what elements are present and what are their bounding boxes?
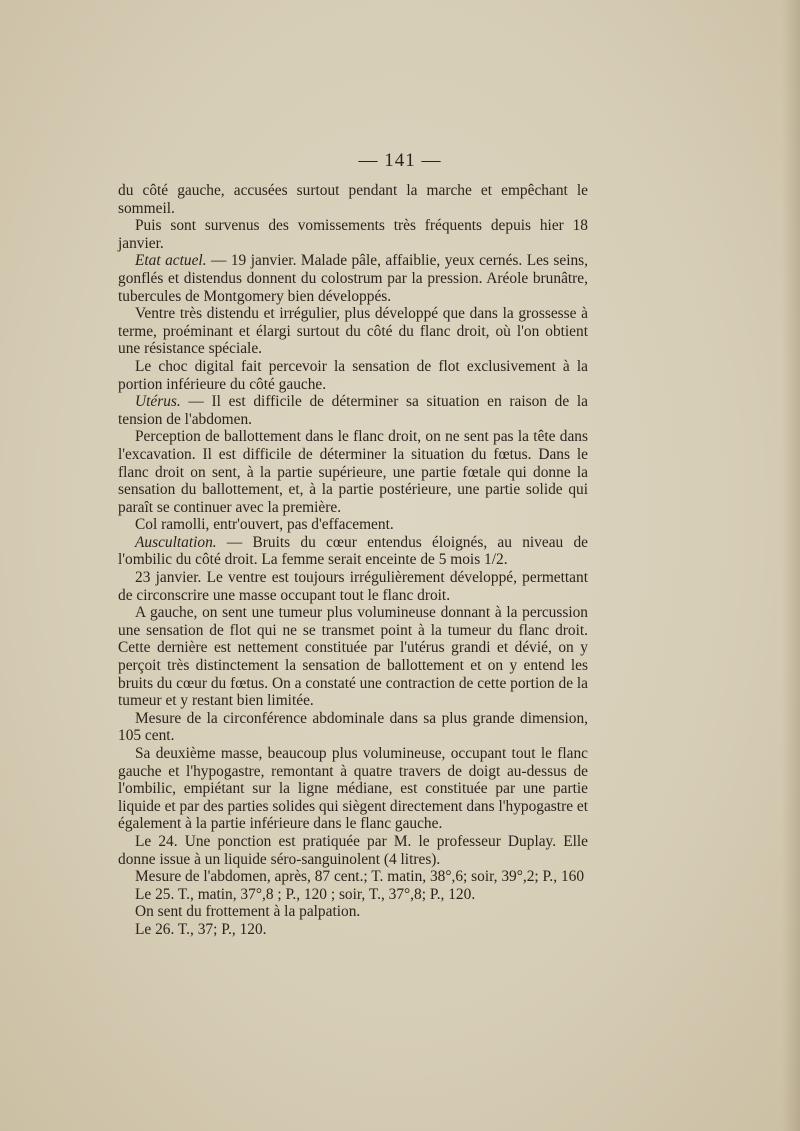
paragraph-lead: Etat actuel. — [135, 252, 207, 270]
paragraph-text: A gauche, on sent une tumeur plus volumineuse donnant à la percussion une sensation de flot qui ne se transmet point à la tumeur du flanc droit. Cette dernière est nettement constituée par l'utérus grandi et dévié, on y perçoit très distinctement la sensation de ballottement et on y entend les bruits du cœur du fœtus. On a constaté une contraction de cette portion de la tumeur et y restant bien limitée. — [118, 604, 588, 710]
paragraph — [118, 886, 588, 904]
paragraph-text: — Il est difficile de déterminer sa situation en raison de la tension de l'abdomen. — [118, 393, 588, 428]
paragraph — [118, 569, 588, 604]
paragraph — [118, 921, 588, 939]
paragraph-lead: Auscultation. — [135, 533, 217, 551]
paragraph-text: Puis sont survenus des vomissements très fréquents depuis hier 18 janvier. — [118, 217, 588, 252]
paragraph-text: Perception de ballottement dans le flanc droit, on ne sent pas la tête dans l'excavation. Il est difficile de déterminer la situation du fœtus. Dans le flanc droit on sent, à la partie supérieure, une partie fœtale qui donne la sensation du ballottement, et, à la partie postérieure, une partie solide qui paraît se continuer avec la première. — [118, 428, 588, 516]
paragraph-lead: Utérus. — [135, 393, 181, 411]
paragraph-text: — 19 janvier. Malade pâle, affaiblie, yeux cernés. Les seins, gonflés et distendus donnent du colostrum par la pression. Aréole brunâtre, tubercules de Montgomery bien développés. — [118, 252, 588, 305]
paragraph — [118, 710, 588, 745]
page-number: — 141 — — [358, 150, 442, 171]
paragraph — [118, 305, 588, 358]
text-body — [118, 182, 588, 939]
paragraph — [118, 252, 588, 305]
paragraph — [118, 833, 588, 868]
paragraph — [118, 534, 588, 569]
paragraph — [118, 868, 588, 886]
paragraph-text: du côté gauche, accusées surtout pendant la marche et empêchant le sommeil. — [118, 182, 588, 217]
paragraph — [118, 903, 588, 921]
paragraph-text: Mesure de la circonférence abdominale dans sa plus grande dimension, 105 cent. — [118, 709, 588, 745]
paragraph — [118, 516, 588, 534]
paragraph-text: — Bruits du cœur entendus éloignés, au niveau de l'ombilic du côté droit. La femme serait enceinte de 5 mois 1/2. — [118, 533, 588, 569]
paragraph — [118, 182, 588, 217]
paragraph — [118, 217, 588, 252]
paragraph-text: Col ramolli, entr'ouvert, pas d'effacement. — [135, 516, 394, 534]
paragraph-text: 23 janvier. Le ventre est toujours irrégulièrement développé, permettant de circonscrire une masse occupant tout le flanc droit. — [118, 569, 588, 604]
paragraph-text: Le 26. T., 37; P., 120. — [135, 920, 267, 938]
paragraph-text: Le choc digital fait percevoir la sensation de flot exclusivement à la portion inférieure du côté gauche. — [118, 357, 588, 393]
paragraph-text: On sent du frottement à la palpation. — [135, 903, 361, 921]
paragraph — [118, 745, 588, 833]
paragraph-text: Le 25. T., matin, 37°,8 ; P., 120 ; soir, T., 37°,8; P., 120. — [135, 885, 476, 903]
paragraph-text: Ventre très distendu et irrégulier, plus développé que dans la grossesse à terme, proéminant et élargi surtout du côté du flanc droit, où l'on obtient une résistance spéciale. — [118, 305, 588, 358]
paragraph — [118, 393, 588, 428]
paragraph — [118, 358, 588, 393]
paragraph-text: Mesure de l'abdomen, après, 87 cent.; T. matin, 38°,6; soir, 39°,2; P., 160 — [135, 868, 585, 886]
paragraph-text: Sa deuxième masse, beaucoup plus volumineuse, occupant tout le flanc gauche et l'hypogastre, remontant à quatre travers de doigt au-dessus de l'ombilic, empiétant sur la ligne médiane, est constituée par une partie liquide et par des parties solides qui siègent directement dans l'hypogastre et également à la partie inférieure dans le flanc gauche. — [118, 745, 588, 833]
paragraph — [118, 428, 588, 516]
page-edge-shadow — [782, 0, 800, 1131]
paragraph — [118, 604, 588, 710]
paragraph-text: Le 24. Une ponction est pratiquée par M. le professeur Duplay. Elle donne issue à un liquide séro-sanguinolent (4 litres). — [118, 832, 588, 868]
